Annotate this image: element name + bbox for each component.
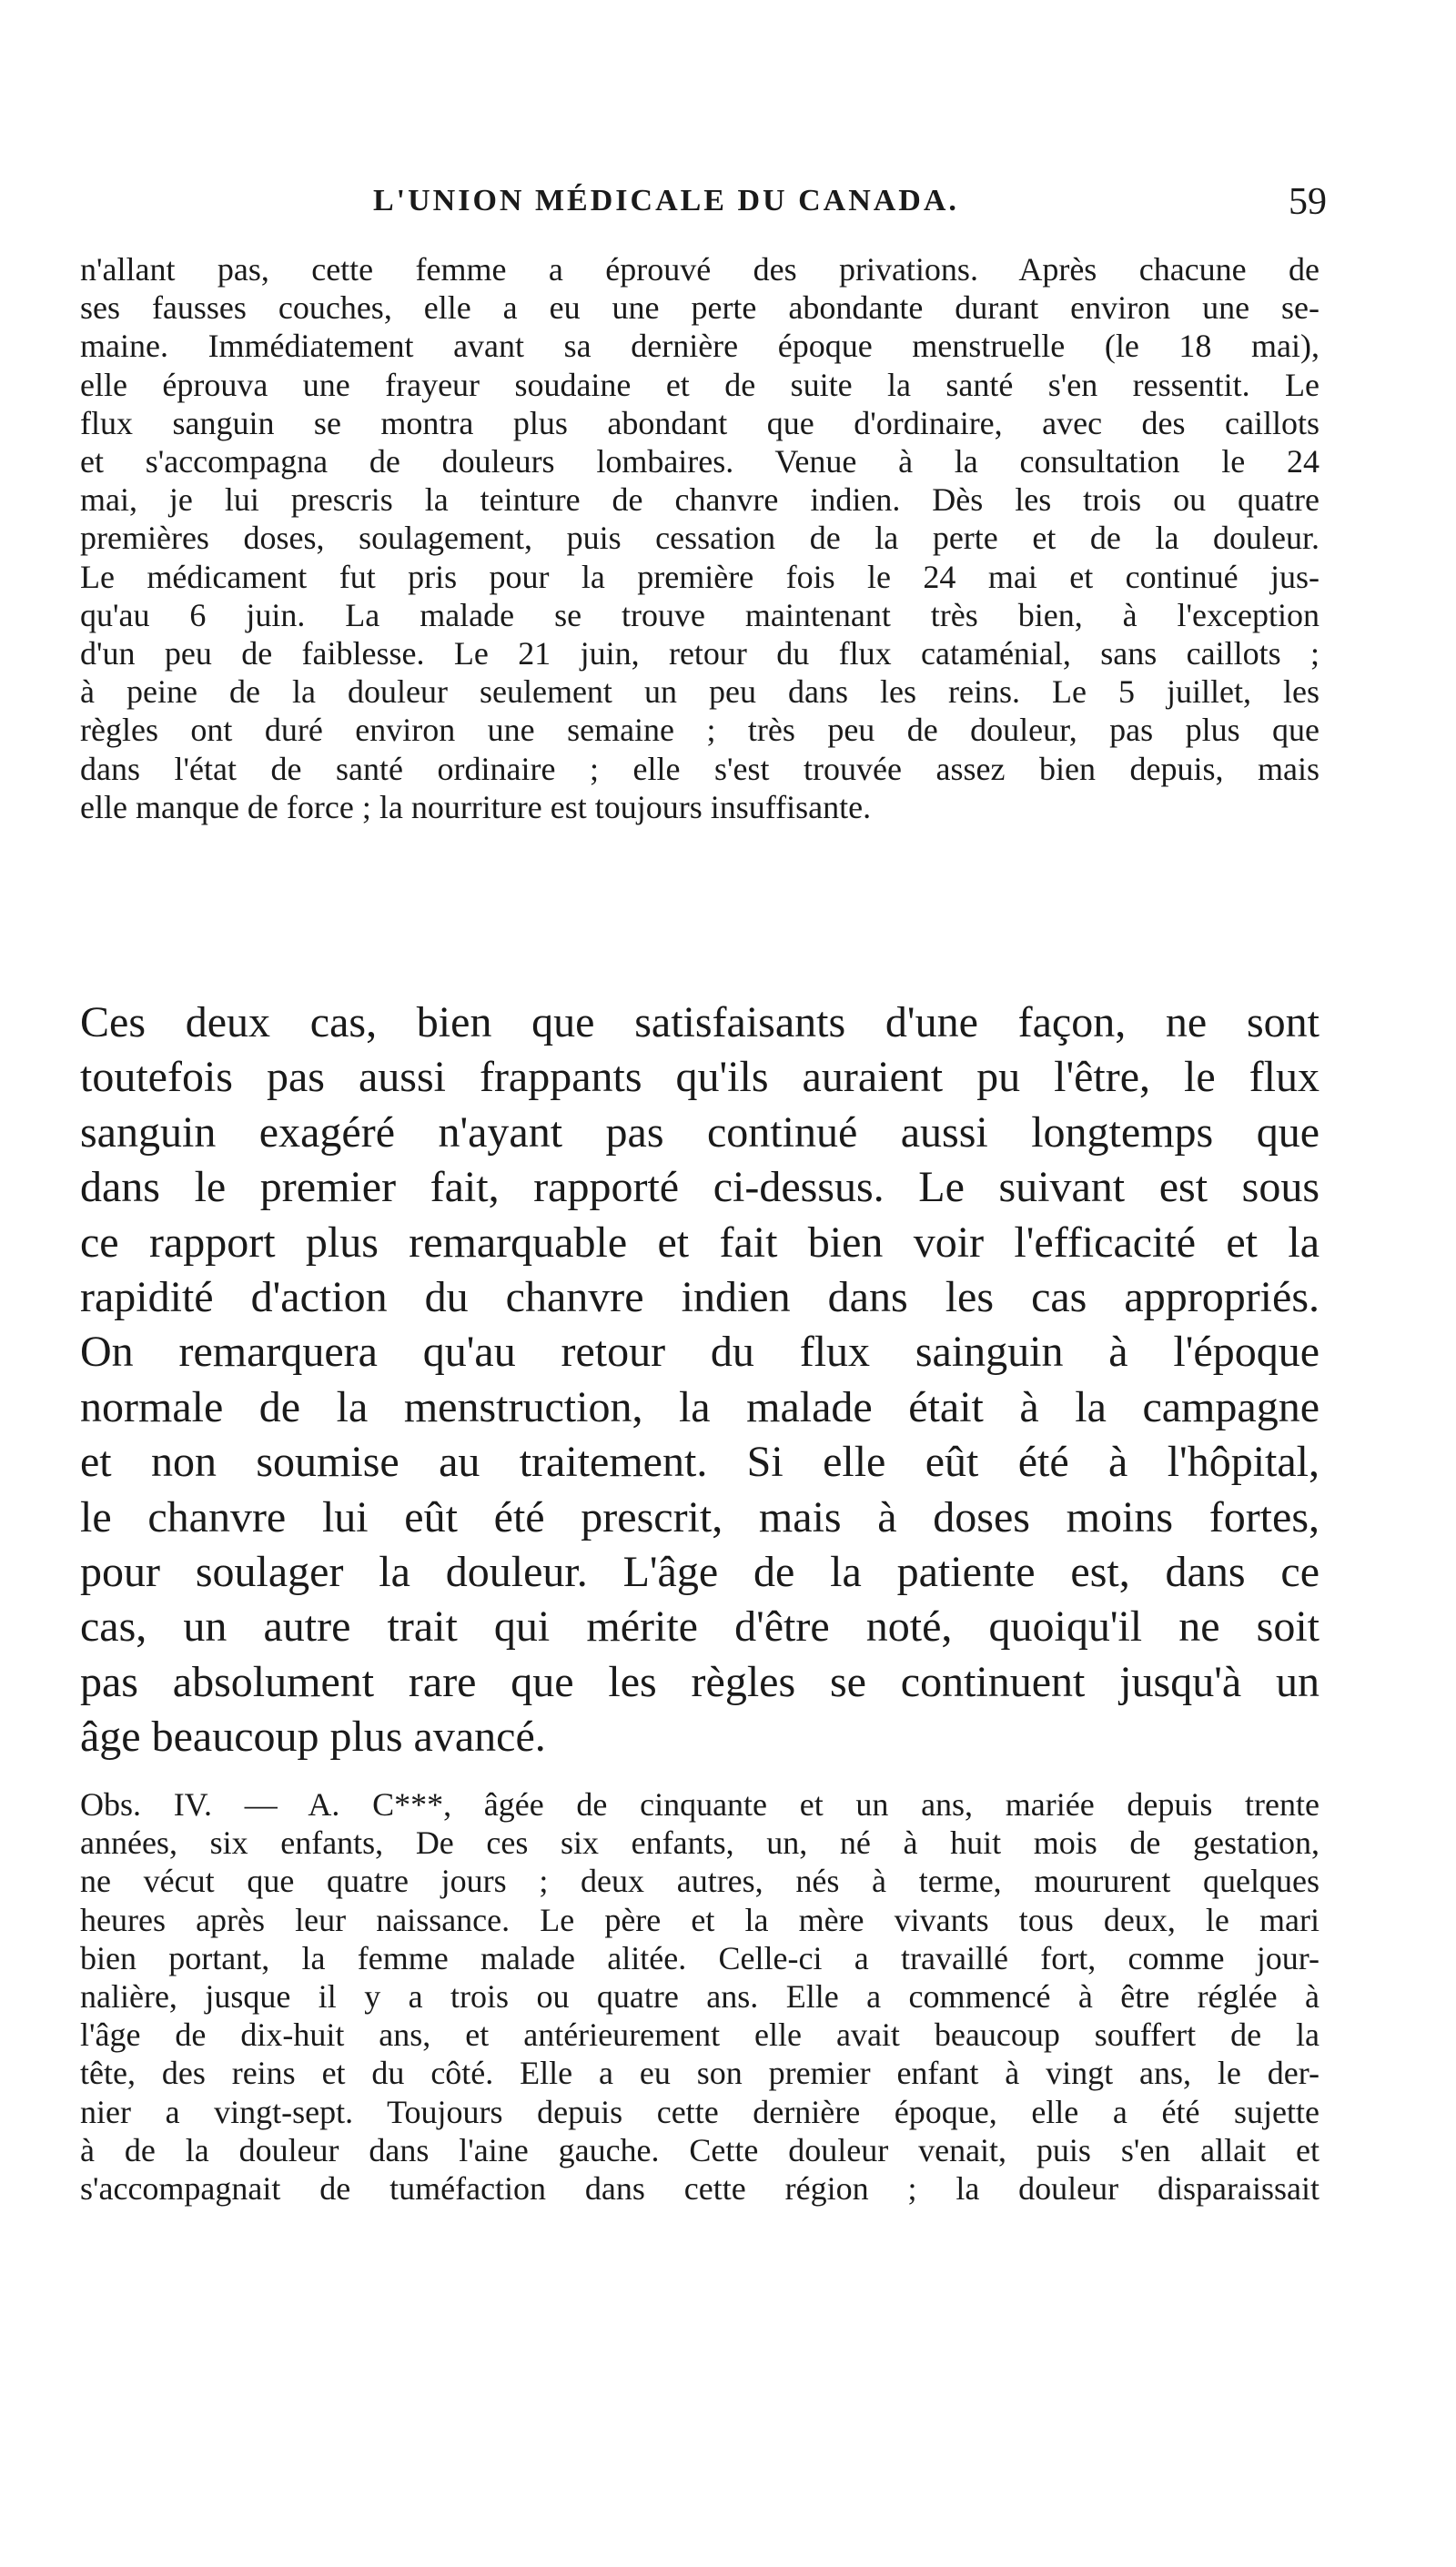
text-line: sanguin exagéré n'ayant pas continué aussi longtemps que	[80, 1107, 1320, 1157]
text-line: nalière, jusque il y a trois ou quatre ans. Elle a commencé à être réglée à	[80, 1978, 1320, 2016]
text-line: rapidité d'action du chanvre indien dans les cas appropriés.	[80, 1273, 1320, 1322]
text-line: flux sanguin se montra plus abondant que d'ordinaire, avec des caillots	[80, 404, 1320, 441]
text-line: années, six enfants, De ces six enfants, un, né à huit mois de gestation,	[80, 1824, 1320, 1862]
text-line: et s'accompagna de douleurs lombaires. Venue à la consultation le 24	[80, 443, 1320, 480]
text-line: On remarquera qu'au retour du flux sainguin à l'époque	[80, 1328, 1320, 1377]
text-line: d'un peu de faiblesse. Le 21 juin, retour du flux cataménial, sans caillots ;	[80, 635, 1320, 672]
text-line: ce rapport plus remarquable et fait bien voir l'efficacité et la	[80, 1218, 1320, 1267]
paragraph-commentary	[80, 995, 1320, 1765]
page-header	[82, 180, 1327, 235]
text-line: ne vécut que quatre jours ; deux autres, nés à terme, moururent quelques	[80, 1863, 1320, 1900]
text-line: pas absolument rare que les règles se continuent jusqu'à un	[80, 1657, 1320, 1706]
text-line: maine. Immédiatement avant sa dernière époque menstruelle (le 18 mai),	[80, 328, 1320, 365]
text-line: et non soumise au traitement. Si elle eût été à l'hôpital,	[80, 1438, 1320, 1487]
text-line: à de la douleur dans l'aine gauche. Cette douleur venait, puis s'en allait et	[80, 2131, 1320, 2168]
text-line: cas, un autre trait qui mérite d'être noté, quoiqu'il ne soit	[80, 1602, 1320, 1652]
text-line: nier a vingt-sept. Toujours depuis cette dernière époque, elle a été sujette	[80, 2093, 1320, 2130]
text-line: toutefois pas aussi frappants qu'ils auraient pu l'être, le flux	[80, 1053, 1320, 1102]
text-line: Le médicament fut pris pour la première fois le 24 mai et continué jus-	[80, 558, 1320, 595]
text-line: dans le premier fait, rapporté ci-dessus. Le suivant est sous	[80, 1163, 1320, 1212]
text-line: n'allant pas, cette femme a éprouvé des privations. Après chacune de	[80, 251, 1320, 288]
text-line: tête, des reins et du côté. Elle a eu son premier enfant à vingt ans, le der-	[80, 2055, 1320, 2092]
text-line: à peine de la douleur seulement un peu dans les reins. Le 5 juillet, les	[80, 673, 1320, 711]
text-line: normale de la menstruction, la malade était à la campagne	[80, 1382, 1320, 1431]
text-line: mai, je lui prescris la teinture de chanvre indien. Dès les trois ou quatre	[80, 481, 1320, 519]
text-line: ses fausses couches, elle a eu une perte abondante durant environ une se-	[80, 289, 1320, 327]
running-head: L'UNION MÉDICALE DU CANADA.	[373, 184, 959, 217]
text-line: Ces deux cas, bien que satisfaisants d'une façon, ne sont	[80, 998, 1320, 1046]
text-line: dans l'état de santé ordinaire ; elle s'est trouvée assez bien depuis, mais	[80, 750, 1320, 787]
text-line: âge beaucoup plus avancé.	[80, 1713, 546, 1762]
text-line: s'accompagnait de tuméfaction dans cette région ; la douleur disparaissait	[80, 2170, 1320, 2208]
paragraph-observation-iv	[80, 1785, 1320, 2208]
text-line: Obs. IV. — A. C***, âgée de cinquante et un ans, mariée depuis trente	[80, 1786, 1320, 1823]
text-line: premières doses, soulagement, puis cessation de la perte et de la douleur.	[80, 520, 1320, 557]
text-line: heures après leur naissance. Le père et la mère vivants tous deux, le mari	[80, 1901, 1320, 1938]
paragraph-case-continuation	[80, 250, 1320, 826]
text-line: elle manque de force ; la nourriture est toujours insuffisante.	[80, 788, 872, 825]
text-line: qu'au 6 juin. La malade se trouve maintenant très bien, à l'exception	[80, 596, 1320, 633]
text-line: le chanvre lui eût été prescrit, mais à doses moins fortes,	[80, 1492, 1320, 1541]
page-number: 59	[1289, 181, 1327, 223]
text-line: l'âge de dix-huit ans, et antérieurement elle avait beaucoup souffert de la	[80, 2016, 1320, 2054]
text-line: bien portant, la femme malade alitée. Celle-ci a travaillé fort, comme jour-	[80, 1939, 1320, 1976]
text-line: pour soulager la douleur. L'âge de la patiente est, dans ce	[80, 1548, 1320, 1597]
text-line: règles ont duré environ une semaine ; très peu de douleur, pas plus que	[80, 712, 1320, 749]
text-line: elle éprouva une frayeur soudaine et de suite la santé s'en ressentit. Le	[80, 366, 1320, 403]
